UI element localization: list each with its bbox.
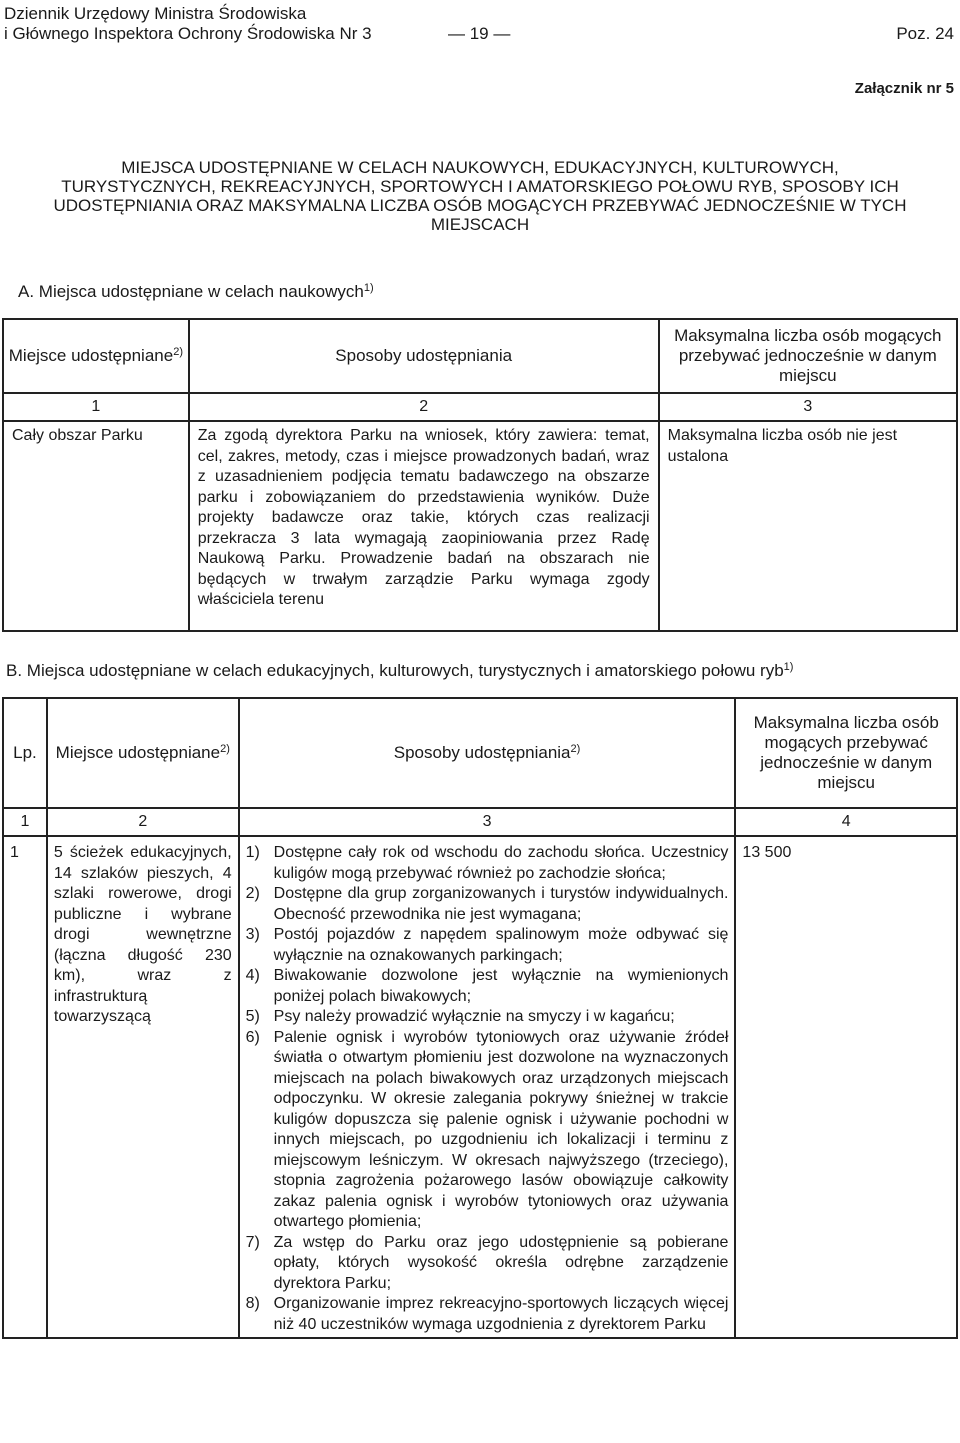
section-b-heading	[6, 661, 793, 681]
column-number: 3	[239, 808, 736, 836]
section-b-heading-text: B. Miejsca udostępniane w celach edukacyjnych, kulturowych, turystycznych i amatorskiego połowu ryb	[6, 661, 784, 680]
column-number: 1	[3, 808, 47, 836]
table-a-place-cell: Cały obszar Parku	[3, 421, 189, 631]
method-item	[246, 925, 729, 966]
method-item	[246, 884, 729, 925]
method-item-number: 3)	[245, 926, 260, 943]
table-scientific-places	[2, 318, 958, 632]
method-item-text: Organizowanie imprez rekreacyjno-sportowych liczących więcej niż 40 uczestników wymaga uzgodnienia z dyrektorem Parku	[273, 1295, 729, 1333]
method-item	[246, 966, 729, 1007]
table-b-header-place-text: Miejsce udostępniane	[55, 743, 221, 762]
table-a-max-cell: Maksymalna liczba osób nie jest ustalona	[659, 421, 957, 631]
annex-label: Załącznik nr 5	[854, 80, 954, 97]
table-a-header-method: Sposoby udostępniania	[189, 319, 659, 393]
section-a-footnote: 1)	[363, 282, 374, 294]
method-item	[246, 843, 729, 884]
page-number: — 19 —	[448, 24, 511, 43]
table-a-method-cell: Za zgodą dyrektora Parku na wniosek, który zawiera: temat, cel, zakres, metody, czas i miejsce prowadzonych badań, wraz z uzasadnieniem podjęcia tematu badawczego na obszarze parku i zobowiązaniem do przedstawienia wyników. Duże projekty badawcze oraz takie, których czas realizacji przekracza 3 lata wymagają zaopiniowania przez Radę Naukową Parku. Prowadzenie badań na obszarach nie będących w trwałym zarządzie Parku wymaga zgody właściciela terenu	[189, 421, 659, 631]
publication-title-line1: Dziennik Urzędowy Ministra Środowiska	[4, 4, 307, 23]
method-item-number: 1)	[245, 844, 260, 861]
method-item-number: 8)	[245, 1295, 260, 1312]
column-number: 2	[47, 808, 239, 836]
table-b-max-cell: 13 500	[735, 836, 957, 1338]
publication-header	[4, 4, 372, 44]
table-b-header-max: Maksymalna liczba osób mogących przebywać jednocześnie w danym miejscu	[735, 698, 957, 808]
table-b-method-cell	[239, 836, 736, 1338]
method-item-number: 5)	[245, 1008, 260, 1025]
column-number: 1	[3, 393, 189, 421]
footnote-marker: 2)	[570, 743, 581, 755]
method-list	[246, 843, 729, 1335]
method-item-text: Postój pojazdów z napędem spalinowym może odbywać się wyłącznie na oznakowanych parkingach;	[273, 926, 729, 964]
method-item-text: Psy należy prowadzić wyłącznie na smyczy i w kagańcu;	[273, 1008, 675, 1025]
position-label: Poz. 24	[896, 24, 954, 43]
section-a-heading	[18, 282, 374, 302]
column-number: 3	[659, 393, 957, 421]
method-item-number: 6)	[245, 1028, 260, 1046]
document-title: MIEJSCA UDOSTĘPNIANE W CELACH NAUKOWYCH, EDUKACYJNYCH, KULTUROWYCH, TURYSTYCZNYCH, REKREACYJNYCH, SPORTOWYCH I AMATORSKIEGO POŁOWU RYB, SPOSOBY ICH UDOSTĘPNIANIA ORAZ MAKSYMALNA LICZBA OSÓB MOGĄCYCH PRZEBYWAĆ JEDNOCZEŚNIE W TYCH MIEJSCACH	[53, 158, 907, 234]
table-a-header-place-text: Miejsce udostępniane	[8, 346, 174, 365]
method-item	[246, 1294, 729, 1335]
table-b-lp-cell: 1	[3, 836, 47, 1338]
table-b-header-method	[239, 698, 736, 808]
method-item	[246, 1233, 729, 1295]
column-number: 2	[189, 393, 659, 421]
publication-title-line2: i Głównego Inspektora Ochrony Środowiska Nr 3	[4, 24, 372, 43]
table-b-header-lp: Lp.	[3, 698, 47, 808]
table-b-place-cell: 5 ścieżek edukacyjnych, 14 szlaków pieszych, 4 szlaki rowerowe, drogi publiczne i wybrane drogi wewnętrzne (łączna długość 230 km), wraz z infrastrukturą towarzyszącą	[47, 836, 239, 1338]
method-item	[246, 1028, 729, 1233]
table-b-header-method-text: Sposoby udostępniania	[393, 743, 571, 762]
table-a-header-max: Maksymalna liczba osób mogących przebywać jednocześnie w danym miejscu	[659, 319, 957, 393]
method-item	[246, 1007, 729, 1028]
table-b-header-place	[47, 698, 239, 808]
method-item-text: Dostępne dla grup zorganizowanych i turystów indywidualnych. Obecność przewodnika nie jest wymagana;	[273, 885, 729, 923]
method-item-text: Biwakowanie dozwolone jest wyłącznie na wymienionych poniżej polach biwakowych;	[273, 967, 729, 1005]
method-item-number: 7)	[245, 1233, 260, 1251]
column-number: 4	[735, 808, 957, 836]
method-item-text: Dostępne cały rok od wschodu do zachodu słońca. Uczestnicy kuligów mogą przebywać również po zachodzie słońca;	[273, 844, 729, 882]
table-education-places	[2, 697, 958, 1339]
method-item-number: 2)	[245, 885, 260, 902]
method-item-text: Za wstęp do Parku oraz jego udostępnienie są pobierane opłaty, których wysokość określa odrębne zarządzenie dyrektora Parku;	[273, 1233, 729, 1292]
footnote-marker: 2)	[173, 346, 183, 358]
section-b-footnote: 1)	[783, 661, 794, 673]
section-a-heading-text: A. Miejsca udostępniane w celach naukowych	[18, 282, 364, 301]
method-item-number: 4)	[245, 967, 260, 984]
method-item-text: Palenie ognisk i wyrobów tytoniowych oraz używanie źródeł światła o otwartym płomieniu jest dozwolone na wyznaczonych miejscach na polach biwakowych oraz urządzonych miejscach odpoczynku. W okresie zalegania pokrywy śnieżnej w trakcie kuligów dopuszcza się palenie ognisk i używanie pochodni w innych miejscach, po uzgodnieniu ich lokalizacji i terminu z miejscowym leśniczym. W okresach najwyższego (trzeciego), stopnia zagrożenia pożarowego lasów obowiązuje całkowity zakaz palenia ognisk i wyrobów tytoniowych oraz używania otwartego płomienia;	[273, 1028, 729, 1230]
table-a-header-place	[3, 319, 189, 393]
footnote-marker: 2)	[220, 743, 230, 755]
